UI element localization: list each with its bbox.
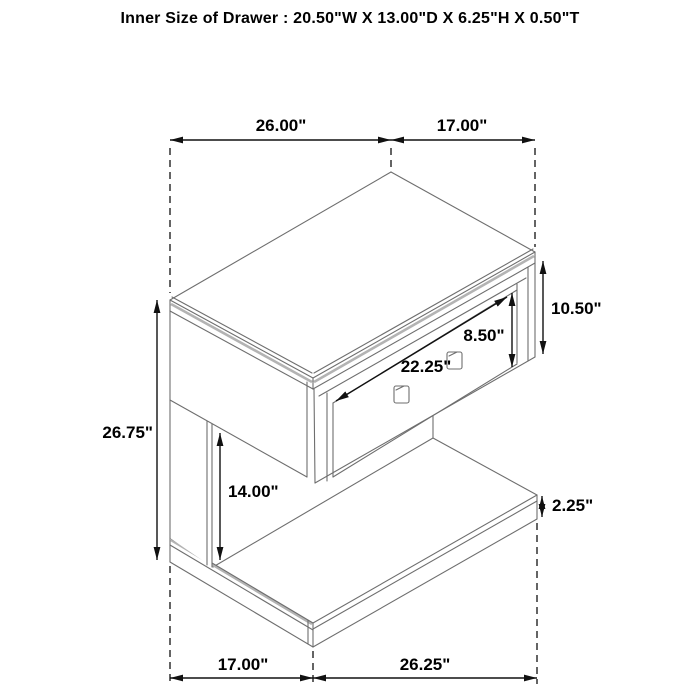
dimension-base-depth xyxy=(170,655,313,678)
diagram-title: Inner Size of Drawer : 20.50"W X 13.00"D X 6.25"H X 0.50"T xyxy=(120,10,580,27)
dimension-top-width xyxy=(170,116,391,140)
dimension-top-depth xyxy=(391,116,535,140)
dim-label-drawer-front-width: 22.25" xyxy=(400,357,452,376)
dim-label-top-width: 26.00" xyxy=(255,116,307,135)
dimension-overall-height xyxy=(102,300,157,560)
dim-label-drawer-front-height: 8.50" xyxy=(463,326,505,345)
dim-label-top-depth: 17.00" xyxy=(436,116,488,135)
dimension-base-width xyxy=(313,655,537,678)
dim-label-shelf-clearance: 14.00" xyxy=(228,482,279,501)
dim-label-base-width: 26.25" xyxy=(399,655,451,674)
dimension-cabinet-height xyxy=(543,261,602,354)
dimension-base-thickness xyxy=(542,496,593,517)
dim-label-base-depth: 17.00" xyxy=(217,655,269,674)
dim-label-base-thickness: 2.25" xyxy=(552,496,594,515)
dim-label-cabinet-height: 10.50" xyxy=(551,299,602,318)
support-leg-panel xyxy=(170,400,212,567)
dim-label-overall-height: 26.75" xyxy=(102,423,153,442)
